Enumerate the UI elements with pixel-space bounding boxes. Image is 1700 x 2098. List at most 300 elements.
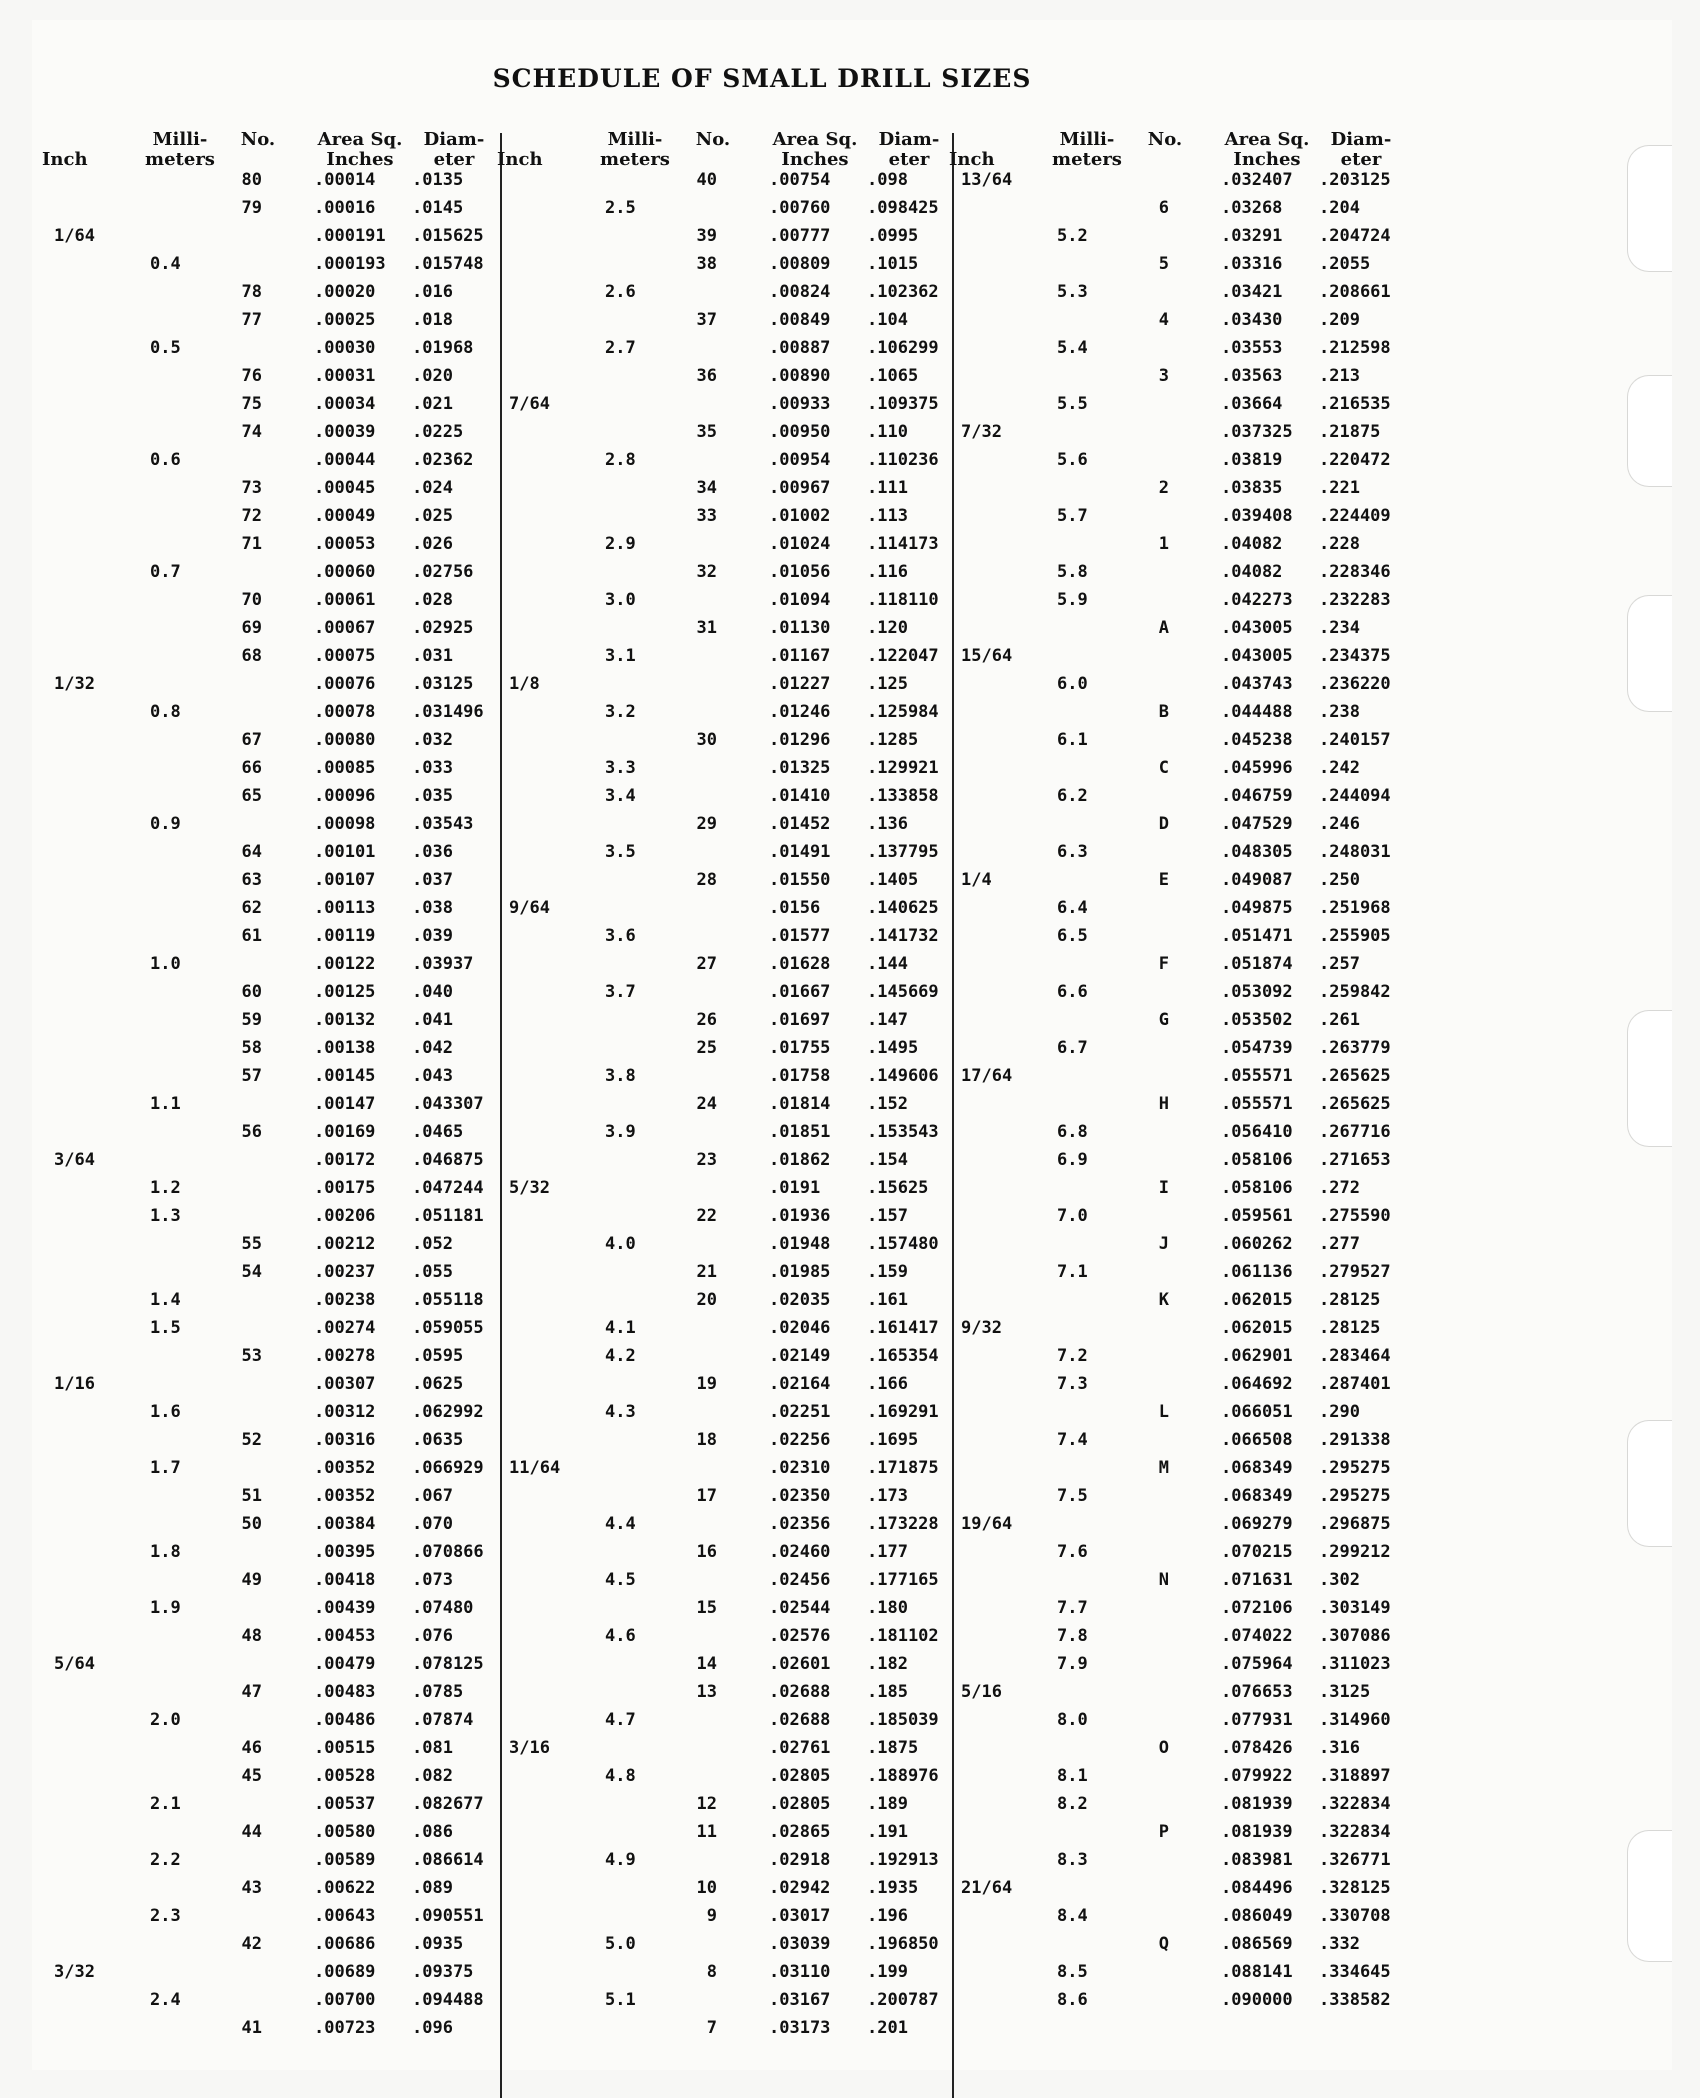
- number-cell: 43: [241, 1878, 262, 1898]
- area-cell: .02805: [769, 1794, 831, 1814]
- area-cell: .043743: [1221, 674, 1293, 694]
- diameter-cell: .185039: [867, 1710, 939, 1730]
- diameter-cell: .118110: [867, 590, 939, 610]
- diameter-cell: .334645: [1319, 1962, 1391, 1982]
- binder-hole: [1627, 1010, 1672, 1147]
- number-cell: 61: [241, 926, 262, 946]
- diameter-cell: .031: [412, 646, 453, 666]
- diameter-cell: .0785: [412, 1682, 464, 1702]
- area-cell: .00061: [314, 590, 376, 610]
- area-cell: .00080: [314, 730, 376, 750]
- inch-cell: 7/32: [961, 422, 1002, 442]
- diameter-cell: .28125: [1319, 1290, 1381, 1310]
- area-cell: .02601: [769, 1654, 831, 1674]
- number-cell: 38: [696, 254, 717, 274]
- area-cell: .01452: [769, 814, 831, 834]
- area-cell: .00515: [314, 1738, 376, 1758]
- diameter-cell: .165354: [867, 1346, 939, 1366]
- number-header: No.: [1147, 129, 1183, 150]
- diameter-cell: .261: [1319, 1010, 1360, 1030]
- area-cell: .051874: [1221, 954, 1293, 974]
- number-cell: 24: [696, 1094, 717, 1114]
- area-cell: .01862: [769, 1150, 831, 1170]
- millimeters-cell: 7.1: [1057, 1262, 1088, 1282]
- millimeters-cell: 7.9: [1057, 1654, 1088, 1674]
- millimeters-cell: 4.3: [605, 1402, 636, 1422]
- millimeters-cell: 2.6: [605, 282, 636, 302]
- number-cell: 56: [241, 1122, 262, 1142]
- area-cell: .03173: [769, 2018, 831, 2038]
- area-cell: .00483: [314, 1682, 376, 1702]
- diameter-cell: .330708: [1319, 1906, 1391, 1926]
- millimeters-cell: 8.1: [1057, 1766, 1088, 1786]
- diameter-cell: .182: [867, 1654, 908, 1674]
- diameter-cell: .106299: [867, 338, 939, 358]
- number-cell: 73: [241, 478, 262, 498]
- millimeters-cell: 0.8: [150, 702, 181, 722]
- millimeters-cell: 3.4: [605, 786, 636, 806]
- diameter-cell: .038: [412, 898, 453, 918]
- diameter-cell: .01968: [412, 338, 474, 358]
- area-cell: .00384: [314, 1514, 376, 1534]
- diameter-cell: .122047: [867, 646, 939, 666]
- area-cell: .02350: [769, 1486, 831, 1506]
- number-cell: 15: [696, 1598, 717, 1618]
- diameter-cell: .015625: [412, 226, 484, 246]
- diameter-cell: .03937: [412, 954, 474, 974]
- millimeters-cell: 2.1: [150, 1794, 181, 1814]
- number-cell: 20: [696, 1290, 717, 1310]
- millimeters-cell: 2.5: [605, 198, 636, 218]
- number-cell: 70: [241, 590, 262, 610]
- millimeters-cell: 1.2: [150, 1178, 181, 1198]
- diameter-cell: .242: [1319, 758, 1360, 778]
- diameter-cell: .032: [412, 730, 453, 750]
- area-cell: .00686: [314, 1934, 376, 1954]
- inch-cell: 19/64: [961, 1514, 1013, 1534]
- area-cell: .00439: [314, 1598, 376, 1618]
- diameter-cell: .076: [412, 1626, 453, 1646]
- inch-cell: 21/64: [961, 1878, 1013, 1898]
- diameter-cell: .196: [867, 1906, 908, 1926]
- millimeters-cell: 3.0: [605, 590, 636, 610]
- diameter-cell: .051181: [412, 1206, 484, 1226]
- diameter-cell: .055: [412, 1262, 453, 1282]
- millimeters-cell: 1.6: [150, 1402, 181, 1422]
- diameter-cell: .265625: [1319, 1066, 1391, 1086]
- diameter-cell: .204724: [1319, 226, 1391, 246]
- area-cell: .01936: [769, 1206, 831, 1226]
- area-cell: .00138: [314, 1038, 376, 1058]
- diameter-cell: .318897: [1319, 1766, 1391, 1786]
- diameter-cell: .291338: [1319, 1430, 1391, 1450]
- millimeters-cell: 7.0: [1057, 1206, 1088, 1226]
- diameter-cell: .153543: [867, 1122, 939, 1142]
- page-title: SCHEDULE OF SMALL DRILL SIZES: [492, 64, 1032, 93]
- number-cell: 8: [706, 1962, 717, 1982]
- binder-hole: [1627, 1830, 1672, 1962]
- area-cell: .00101: [314, 842, 376, 862]
- area-cell: .01851: [769, 1122, 831, 1142]
- area-cell: .062901: [1221, 1346, 1293, 1366]
- diameter-cell: .104: [867, 310, 908, 330]
- area-cell: .03553: [1221, 338, 1283, 358]
- diameter-cell: .238: [1319, 702, 1360, 722]
- millimeters-cell: 2.3: [150, 1906, 181, 1926]
- area-cell: .03291: [1221, 226, 1283, 246]
- area-cell: .00395: [314, 1542, 376, 1562]
- diameter-cell: .026: [412, 534, 453, 554]
- inch-cell: 13/64: [961, 170, 1013, 190]
- number-cell: 39: [696, 226, 717, 246]
- diameter-cell: .0225: [412, 422, 464, 442]
- diameter-cell: .120: [867, 618, 908, 638]
- area-cell: .03664: [1221, 394, 1283, 414]
- area-cell: .072106: [1221, 1598, 1293, 1618]
- diameter-cell: .129921: [867, 758, 939, 778]
- millimeters-cell: 6.0: [1057, 674, 1088, 694]
- number-cell: 6: [1158, 198, 1169, 218]
- diameter-cell: .15625: [867, 1178, 929, 1198]
- area-cell: .058106: [1221, 1178, 1293, 1198]
- number-cell: 48: [241, 1626, 262, 1646]
- number-cell: 44: [241, 1822, 262, 1842]
- diameter-cell: .326771: [1319, 1850, 1391, 1870]
- number-cell: 45: [241, 1766, 262, 1786]
- number-cell: O: [1158, 1738, 1169, 1758]
- diameter-cell: .025: [412, 506, 453, 526]
- inch-cell: 1/4: [961, 870, 992, 890]
- diameter-cell: .094488: [412, 1990, 484, 2010]
- millimeters-cell: 6.6: [1057, 982, 1088, 1002]
- millimeters-cell: 5.5: [1057, 394, 1088, 414]
- area-cell: .000193: [314, 254, 386, 274]
- area-cell: .00479: [314, 1654, 376, 1674]
- area-cell: .00809: [769, 254, 831, 274]
- area-cell: .00777: [769, 226, 831, 246]
- diameter-cell: .035: [412, 786, 453, 806]
- diameter-cell: .287401: [1319, 1374, 1391, 1394]
- number-cell: C: [1158, 758, 1169, 778]
- millimeters-cell: 6.3: [1057, 842, 1088, 862]
- area-cell: .081939: [1221, 1794, 1293, 1814]
- diameter-cell: .234: [1319, 618, 1360, 638]
- area-cell: .01056: [769, 562, 831, 582]
- area-cell: .039408: [1221, 506, 1293, 526]
- diameter-cell: .081: [412, 1738, 453, 1758]
- area-header: Area Sq. Inches: [1224, 129, 1310, 170]
- millimeters-cell: 1.5: [150, 1318, 181, 1338]
- area-cell: .00528: [314, 1766, 376, 1786]
- number-cell: 29: [696, 814, 717, 834]
- diameter-cell: .271653: [1319, 1150, 1391, 1170]
- area-cell: .04082: [1221, 562, 1283, 582]
- millimeters-cell: 2.8: [605, 450, 636, 470]
- diameter-cell: .028: [412, 590, 453, 610]
- area-cell: .00316: [314, 1430, 376, 1450]
- number-cell: G: [1158, 1010, 1169, 1030]
- number-cell: 32: [696, 562, 717, 582]
- diameter-cell: .098: [867, 170, 908, 190]
- area-cell: .03819: [1221, 450, 1283, 470]
- area-cell: .00122: [314, 954, 376, 974]
- diameter-cell: .272: [1319, 1178, 1360, 1198]
- area-cell: .00723: [314, 2018, 376, 2038]
- area-cell: .02356: [769, 1514, 831, 1534]
- area-cell: .02460: [769, 1542, 831, 1562]
- diameter-cell: .046875: [412, 1150, 484, 1170]
- diameter-cell: .031496: [412, 702, 484, 722]
- inch-cell: 5/32: [509, 1178, 550, 1198]
- number-cell: 4: [1158, 310, 1169, 330]
- diameter-cell: .0135: [412, 170, 464, 190]
- area-cell: .03268: [1221, 198, 1283, 218]
- diameter-cell: .149606: [867, 1066, 939, 1086]
- area-cell: .00950: [769, 422, 831, 442]
- area-cell: .01628: [769, 954, 831, 974]
- area-cell: .00039: [314, 422, 376, 442]
- diameter-cell: .1285: [867, 730, 919, 750]
- document-page: [32, 20, 1672, 2070]
- area-cell: .01758: [769, 1066, 831, 1086]
- area-cell: .00237: [314, 1262, 376, 1282]
- area-cell: .04082: [1221, 534, 1283, 554]
- millimeters-cell: 4.0: [605, 1234, 636, 1254]
- millimeters-cell: 8.3: [1057, 1850, 1088, 1870]
- area-cell: .070215: [1221, 1542, 1293, 1562]
- millimeters-cell: 4.4: [605, 1514, 636, 1534]
- diameter-cell: .322834: [1319, 1794, 1391, 1814]
- area-cell: .01755: [769, 1038, 831, 1058]
- number-cell: 79: [241, 198, 262, 218]
- area-cell: .074022: [1221, 1626, 1293, 1646]
- number-cell: 68: [241, 646, 262, 666]
- area-cell: .01948: [769, 1234, 831, 1254]
- area-cell: .00312: [314, 1402, 376, 1422]
- area-cell: .02310: [769, 1458, 831, 1478]
- diameter-cell: .020: [412, 366, 453, 386]
- diameter-cell: .110236: [867, 450, 939, 470]
- area-cell: .045996: [1221, 758, 1293, 778]
- number-cell: 14: [696, 1654, 717, 1674]
- number-cell: 71: [241, 534, 262, 554]
- millimeters-cell: 7.5: [1057, 1486, 1088, 1506]
- area-cell: .048305: [1221, 842, 1293, 862]
- millimeters-cell: 3.9: [605, 1122, 636, 1142]
- area-cell: .060262: [1221, 1234, 1293, 1254]
- area-cell: .043005: [1221, 646, 1293, 666]
- area-cell: .053092: [1221, 982, 1293, 1002]
- diameter-cell: .192913: [867, 1850, 939, 1870]
- millimeters-cell: 3.1: [605, 646, 636, 666]
- diameter-cell: .212598: [1319, 338, 1391, 358]
- diameter-cell: .332: [1319, 1934, 1360, 1954]
- area-cell: .00453: [314, 1626, 376, 1646]
- inch-cell: 1/32: [54, 674, 95, 694]
- area-cell: .069279: [1221, 1514, 1293, 1534]
- area-cell: .00933: [769, 394, 831, 414]
- diameter-cell: .082677: [412, 1794, 484, 1814]
- millimeters-cell: 7.2: [1057, 1346, 1088, 1366]
- area-cell: .084496: [1221, 1878, 1293, 1898]
- millimeters-cell: 1.3: [150, 1206, 181, 1226]
- diameter-cell: .173228: [867, 1514, 939, 1534]
- area-cell: .02805: [769, 1766, 831, 1786]
- area-cell: .02761: [769, 1738, 831, 1758]
- number-cell: L: [1158, 1402, 1169, 1422]
- area-cell: .086049: [1221, 1906, 1293, 1926]
- number-cell: P: [1158, 1822, 1169, 1842]
- area-cell: .00175: [314, 1178, 376, 1198]
- area-cell: .081939: [1221, 1822, 1293, 1842]
- area-header: Area Sq. Inches: [772, 129, 858, 170]
- number-cell: 69: [241, 618, 262, 638]
- diameter-cell: .161: [867, 1290, 908, 1310]
- area-cell: .03017: [769, 1906, 831, 1926]
- number-cell: 53: [241, 1346, 262, 1366]
- area-cell: .00125: [314, 982, 376, 1002]
- area-cell: .075964: [1221, 1654, 1293, 1674]
- diameter-cell: .277: [1319, 1234, 1360, 1254]
- inch-cell: 5/16: [961, 1682, 1002, 1702]
- area-cell: .01246: [769, 702, 831, 722]
- diameter-cell: .0145: [412, 198, 464, 218]
- area-cell: .00049: [314, 506, 376, 526]
- millimeters-cell: 7.7: [1057, 1598, 1088, 1618]
- number-cell: 21: [696, 1262, 717, 1282]
- diameter-cell: .251968: [1319, 898, 1391, 918]
- millimeters-cell: 5.2: [1057, 226, 1088, 246]
- area-cell: .01094: [769, 590, 831, 610]
- area-cell: .03430: [1221, 310, 1283, 330]
- diameter-cell: .039: [412, 926, 453, 946]
- diameter-cell: .140625: [867, 898, 939, 918]
- area-cell: .01491: [769, 842, 831, 862]
- millimeters-cell: 5.1: [605, 1990, 636, 2010]
- number-cell: 55: [241, 1234, 262, 1254]
- number-cell: 42: [241, 1934, 262, 1954]
- area-cell: .00700: [314, 1990, 376, 2010]
- millimeters-header: Milli- meters: [1052, 129, 1122, 170]
- area-cell: .01167: [769, 646, 831, 666]
- area-cell: .061136: [1221, 1262, 1293, 1282]
- area-cell: .03563: [1221, 366, 1283, 386]
- area-cell: .02688: [769, 1682, 831, 1702]
- inch-cell: 3/32: [54, 1962, 95, 1982]
- column-divider: [500, 133, 502, 2098]
- number-cell: 17: [696, 1486, 717, 1506]
- diameter-cell: .311023: [1319, 1654, 1391, 1674]
- area-cell: .037325: [1221, 422, 1293, 442]
- diameter-cell: .1065: [867, 366, 919, 386]
- number-header: No.: [695, 129, 731, 150]
- millimeters-cell: 0.9: [150, 814, 181, 834]
- millimeters-cell: 8.2: [1057, 1794, 1088, 1814]
- inch-cell: 17/64: [961, 1066, 1013, 1086]
- area-cell: .00016: [314, 198, 376, 218]
- number-cell: 76: [241, 366, 262, 386]
- diameter-cell: .250: [1319, 870, 1360, 890]
- millimeters-cell: 2.9: [605, 534, 636, 554]
- area-cell: .02918: [769, 1850, 831, 1870]
- inch-cell: 1/16: [54, 1374, 95, 1394]
- diameter-cell: .159: [867, 1262, 908, 1282]
- diameter-cell: .067: [412, 1486, 453, 1506]
- area-cell: .00824: [769, 282, 831, 302]
- area-cell: .00967: [769, 478, 831, 498]
- area-cell: .00352: [314, 1458, 376, 1478]
- diameter-cell: .177165: [867, 1570, 939, 1590]
- area-cell: .00096: [314, 786, 376, 806]
- diameter-cell: .1405: [867, 870, 919, 890]
- area-cell: .000191: [314, 226, 386, 246]
- millimeters-cell: 6.5: [1057, 926, 1088, 946]
- area-cell: .01410: [769, 786, 831, 806]
- area-cell: .00113: [314, 898, 376, 918]
- area-cell: .00030: [314, 338, 376, 358]
- number-cell: 13: [696, 1682, 717, 1702]
- millimeters-cell: 0.6: [150, 450, 181, 470]
- millimeters-cell: 3.2: [605, 702, 636, 722]
- millimeters-cell: 6.2: [1057, 786, 1088, 806]
- number-cell: 41: [241, 2018, 262, 2038]
- number-cell: 33: [696, 506, 717, 526]
- area-cell: .01814: [769, 1094, 831, 1114]
- diameter-cell: .246: [1319, 814, 1360, 834]
- millimeters-cell: 8.6: [1057, 1990, 1088, 2010]
- diameter-cell: .078125: [412, 1654, 484, 1674]
- diameter-cell: .114173: [867, 534, 939, 554]
- diameter-cell: .018: [412, 310, 453, 330]
- diameter-cell: .166: [867, 1374, 908, 1394]
- area-cell: .00014: [314, 170, 376, 190]
- diameter-cell: .295275: [1319, 1486, 1391, 1506]
- diameter-cell: .0935: [412, 1934, 464, 1954]
- area-cell: .00238: [314, 1290, 376, 1310]
- diameter-cell: .144: [867, 954, 908, 974]
- area-header: Area Sq. Inches: [317, 129, 403, 170]
- area-cell: .00119: [314, 926, 376, 946]
- area-cell: .01227: [769, 674, 831, 694]
- diameter-cell: .043307: [412, 1094, 484, 1114]
- diameter-cell: .110: [867, 422, 908, 442]
- diameter-cell: .3125: [1319, 1682, 1371, 1702]
- area-cell: .00098: [314, 814, 376, 834]
- diameter-cell: .204: [1319, 198, 1360, 218]
- diameter-cell: .036: [412, 842, 453, 862]
- area-cell: .00206: [314, 1206, 376, 1226]
- millimeters-cell: 8.5: [1057, 1962, 1088, 1982]
- diameter-cell: .181102: [867, 1626, 939, 1646]
- diameter-cell: .248031: [1319, 842, 1391, 862]
- area-cell: .00147: [314, 1094, 376, 1114]
- diameter-cell: .096: [412, 2018, 453, 2038]
- millimeters-cell: 1.7: [150, 1458, 181, 1478]
- diameter-cell: .201: [867, 2018, 908, 2038]
- diameter-cell: .141732: [867, 926, 939, 946]
- millimeters-cell: 7.4: [1057, 1430, 1088, 1450]
- diameter-cell: .041: [412, 1010, 453, 1030]
- area-cell: .02046: [769, 1318, 831, 1338]
- millimeters-cell: 5.6: [1057, 450, 1088, 470]
- diameter-cell: .125984: [867, 702, 939, 722]
- inch-cell: 5/64: [54, 1654, 95, 1674]
- diameter-cell: .265625: [1319, 1094, 1391, 1114]
- area-cell: .086569: [1221, 1934, 1293, 1954]
- area-cell: .00887: [769, 338, 831, 358]
- binder-hole: [1627, 1420, 1672, 1547]
- number-cell: 64: [241, 842, 262, 862]
